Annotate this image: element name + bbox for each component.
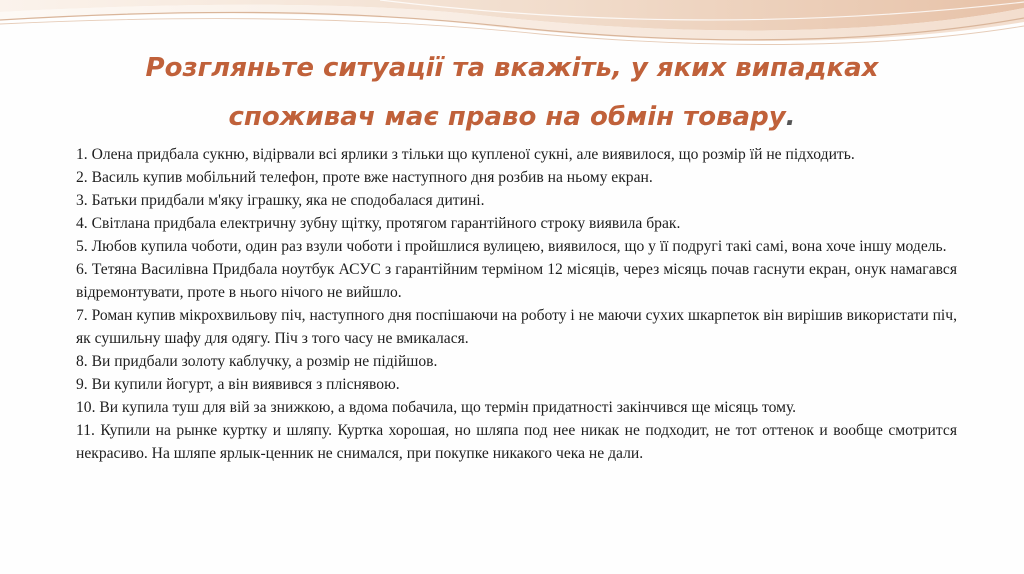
situation-item-10: 10. Ви купила туш для вій за знижкою, а вдома побачила, що термін придатності закінчився ще місяць тому. (76, 399, 797, 416)
situation-item-11: 11. Купили на рынке куртку и шляпу. Куртка хорошая, но шляпа под нее никак не подходит, не тот оттенок и вообще смотрится некрасиво. На шляпе ярлык-ценник не снимался, при покупке никакого чека не дали. (76, 422, 957, 462)
situation-item-8: 8. Ви придбали золоту каблучку, а розмір не підійшов. (76, 353, 438, 370)
title-line-1: Розгляньте ситуації та вкажіть, у яких випадках (145, 53, 879, 83)
title-period: . (785, 102, 796, 132)
situation-item-4: 4. Світлана придбала електричну зубну щітку, протягом гарантійного строку виявила брак. (76, 215, 681, 232)
situation-item-6: 6. Тетяна Василівна Придбала ноутбук АСУС з гарантійним терміном 12 місяців, через місяць почав гаснути екран, онук намагався відремонтувати, проте в нього нічого не вийшло. (76, 261, 957, 301)
situation-item-5: 5. Любов купила чоботи, один раз взули чоботи і пройшлися вулицею, виявилося, що у її подругі такі самі, вона хоче іншу модель. (76, 238, 947, 255)
situation-item-7: 7. Роман купив мікрохвильову піч, наступного дня поспішаючи на роботу і не маючи сухих шкарпеток він вирішив використати піч, як сушильну шафу для одягу. Піч з того часу не вмикалася. (76, 307, 957, 347)
situation-item-9: 9. Ви купили йогурт, а він виявився з пліснявою. (76, 376, 400, 393)
title-line-2 (40, 93, 984, 142)
situation-item-2: 2. Василь купив мобільний телефон, проте вже наступного дня розбив на ньому екран. (76, 169, 653, 186)
situation-item-3: 3. Батьки придбали м'яку іграшку, яка не сподобалася дитині. (76, 192, 485, 209)
slide-title (40, 44, 984, 142)
title-line-2-text: споживач має право на обмін товару (228, 102, 786, 132)
situation-item-1: 1. Олена придбала сукню, відірвали всі ярлики з тільки що купленої сукні, але виявилося, що розмір їй не підходить. (76, 146, 855, 163)
situations-list (76, 143, 957, 465)
